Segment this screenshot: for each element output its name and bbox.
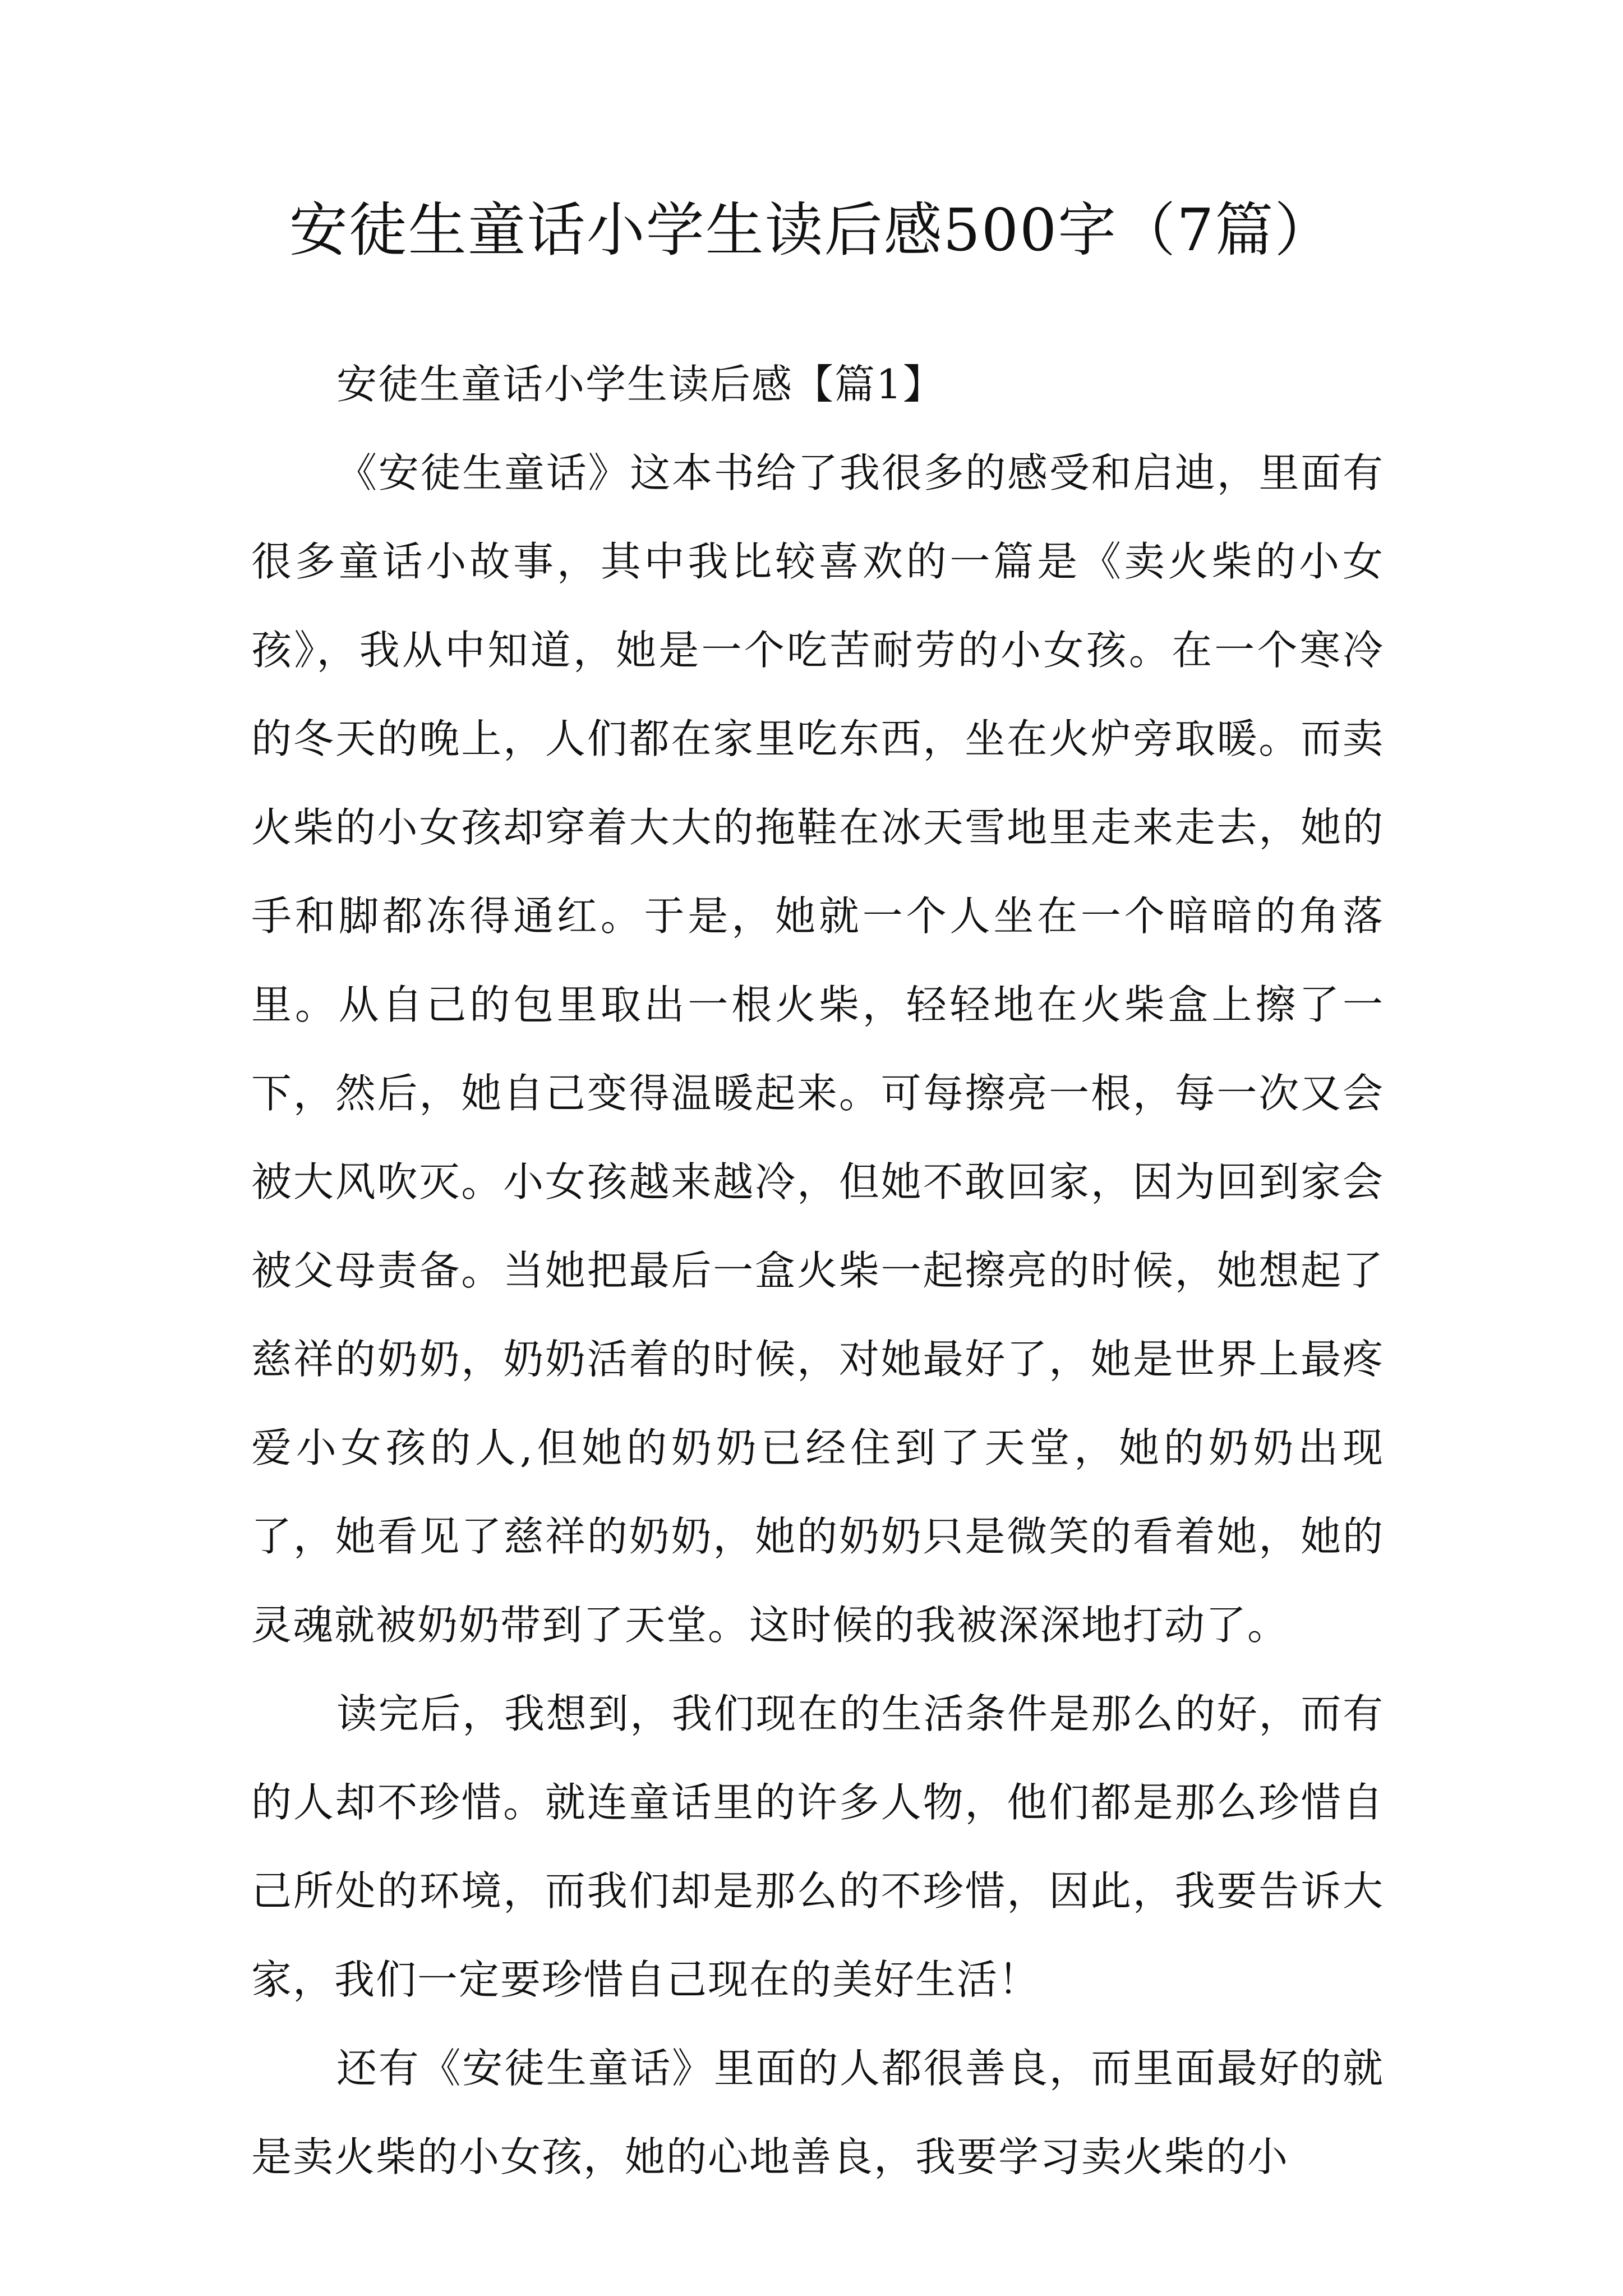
document-title: 安徒生童话小学生读后感500字（7篇） xyxy=(289,196,1334,264)
paragraph-3: 还有《安徒生童话》里面的人都很善良，而里面最好的就是卖火柴的小女孩，她的心地善良，我要学习卖火柴的小 xyxy=(251,2045,1384,2180)
document-body xyxy=(251,340,1384,2201)
section-heading: 安徒生童话小学生读后感【篇1】 xyxy=(336,361,944,408)
paragraph-1: 《安徒生童话》这本书给了我很多的感受和启迪，里面有很多童话小故事，其中我比较喜欢的一篇是《卖火柴的小女孩》，我从中知道，她是一个吃苦耐劳的小女孩。在一个寒冷的冬天的晚上，人们都在家里吃东西，坐在火炉旁取暖。而卖火柴的小女孩却穿着大大的拖鞋在冰天雪地里走来走去，她的手和脚都冻得通红。于是，她就一个人坐在一个暗暗的角落里。从自己的包里取出一根火柴，轻轻地在火柴盒上擦了一下，然后，她自己变得温暖起来。可每擦亮一根，每一次又会被大风吹灭。小女孩越来越冷，但她不敢回家，因为回到家会被父母责备。当她把最后一盒火柴一起擦亮的时候，她想起了慈祥的奶奶，奶奶活着的时候，对她最好了，她是世界上最疼爱小女孩的人,但她的奶奶已经住到了天堂，她的奶奶出现了，她看见了慈祥的奶奶，她的奶奶只是微笑的看着她，她的灵魂就被奶奶带到了天堂。这时候的我被深深地打动了。 xyxy=(251,449,1384,1649)
paragraph-2: 读完后，我想到，我们现在的生活条件是那么的好，而有的人却不珍惜。就连童话里的许多人物，他们都是那么珍惜自己所处的环境，而我们却是那么的不珍惜，因此，我要告诉大家，我们一定要珍惜自己现在的美好生活！ xyxy=(251,1690,1384,2003)
